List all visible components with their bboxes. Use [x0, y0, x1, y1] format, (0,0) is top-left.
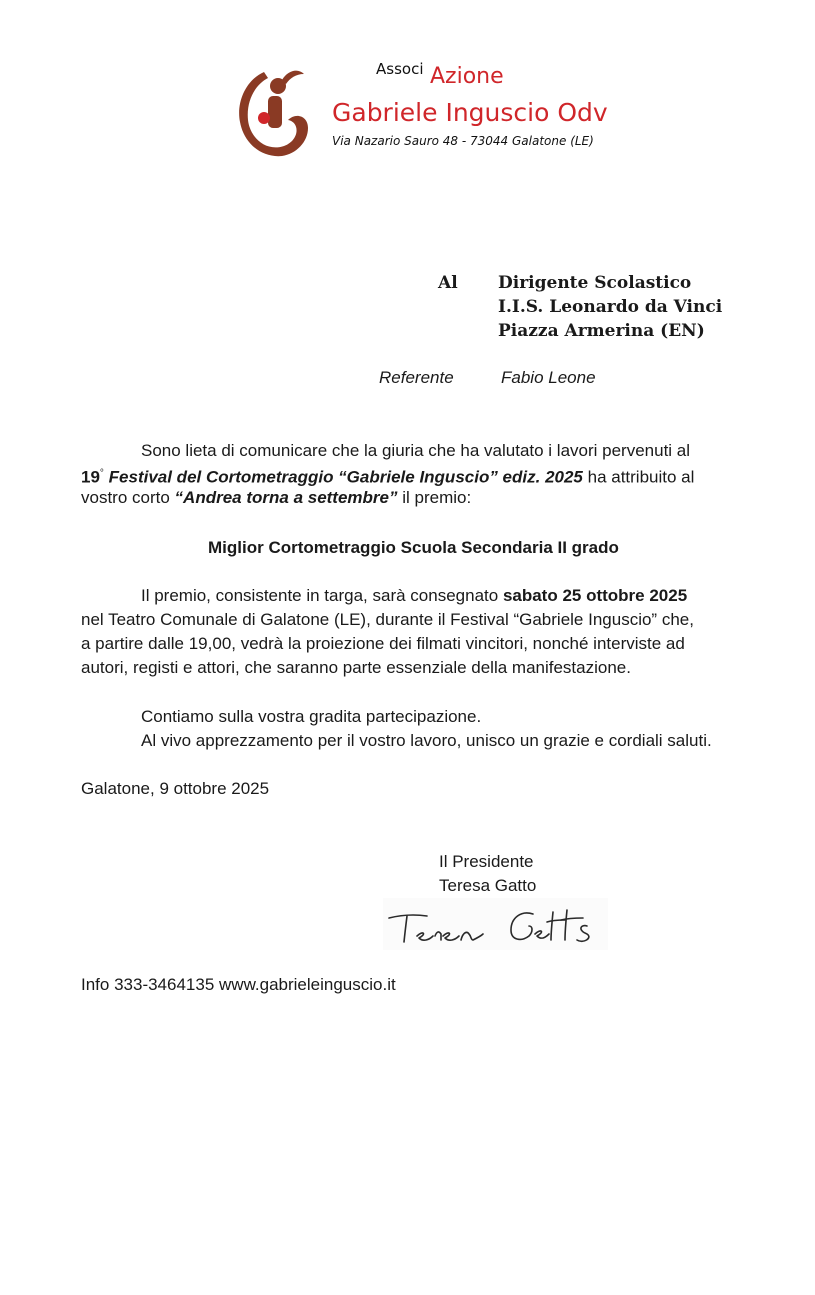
logo-stem: [268, 96, 282, 128]
referente-label: Referente: [379, 368, 454, 387]
header-azione: Azione: [430, 64, 504, 89]
signature-title: Il Presidente: [439, 852, 534, 871]
award-title: Miglior Cortometraggio Scuola Secondaria II grado: [208, 538, 619, 557]
association-logo: [234, 66, 318, 162]
degree-sign: °: [99, 468, 104, 479]
p1-line-2-rest: ha attribuito al: [582, 467, 695, 487]
recipient-prefix: Al: [438, 273, 458, 293]
recipient-line-3: Piazza Armerina (EN): [498, 321, 705, 341]
header-name: Gabriele Inguscio Odv: [332, 98, 608, 127]
header-address: Via Nazario Sauro 48 - 73044 Galatone (LE): [332, 134, 594, 148]
ceremony-date: sabato 25 ottobre 2025: [502, 586, 688, 605]
p1-line-3-start: vostro corto: [81, 488, 175, 507]
p1-line-1: Sono lieta di comunicare che la giuria che ha valutato i lavori pervenuti al: [141, 441, 691, 460]
p1-line-3-end: il premio:: [397, 488, 472, 507]
footer-info: Info 333-3464135 www.gabrieleinguscio.it: [81, 975, 396, 994]
festival-number: 19: [81, 467, 100, 487]
place-date: Galatone, 9 ottobre 2025: [81, 779, 270, 798]
p2-line-1: [141, 584, 687, 608]
signature-scribble: [383, 898, 608, 950]
p2-line-3: a partire dalle 19,00, vedrà la proiezione dei filmati vincitori, nonché interviste ad: [81, 634, 685, 653]
film-title: “Andrea torna a settembre”: [174, 488, 398, 507]
recipient-line-1: Dirigente Scolastico: [498, 273, 692, 293]
referente-name: Fabio Leone: [501, 368, 596, 387]
p1-line-3: [81, 486, 471, 510]
handwritten-signature: [383, 898, 608, 950]
recipient-line-2: I.I.S. Leonardo da Vinci: [498, 297, 723, 317]
festival-title: Festival del Cortometraggio “Gabriele Inguscio” ediz. 2025: [103, 467, 583, 487]
logo-cap: [282, 71, 304, 84]
signature-name: Teresa Gatto: [439, 876, 537, 895]
logo-red-dot: [258, 112, 270, 124]
header-assoc: Associ: [376, 60, 424, 78]
p2-line-2: nel Teatro Comunale di Galatone (LE), durante il Festival “Gabriele Inguscio” che,: [81, 610, 694, 629]
p3-line-2: Al vivo apprezzamento per il vostro lavoro, unisco un grazie e cordiali saluti.: [141, 731, 712, 750]
p2-line-1-start: Il premio, consistente in targa, sarà consegnato: [141, 586, 503, 605]
p2-line-4: autori, registi e attori, che saranno parte essenziale della manifestazione.: [81, 658, 631, 677]
p3-line-1: Contiamo sulla vostra gradita partecipazione.: [141, 707, 482, 726]
